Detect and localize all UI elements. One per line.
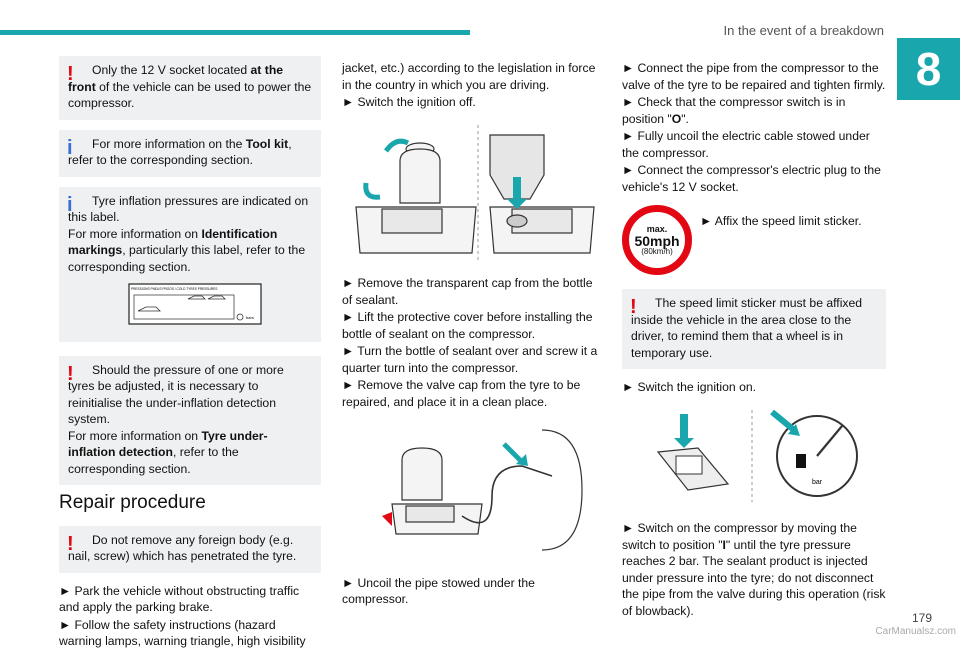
chapter-number: 8: [897, 38, 960, 100]
info-icon: i: [67, 193, 73, 216]
illustration-switch-gauge: [622, 406, 886, 511]
warning-note-reinitialise: ! Should the pressure of one or more tyres be adjusted, it is necessary to reinitialise the under-inflation detection system. For more information on Tyre under-inflation detection, refer to the corresponding section.: [59, 356, 321, 486]
warning-icon: !: [67, 532, 74, 555]
label-unit: bars: [246, 315, 254, 320]
step-ignition-off: ► Switch the ignition off.: [342, 95, 476, 109]
label-title: PRESSIONS PNEUS PROOS / COLD TYRES PRESSURES: [131, 287, 218, 291]
step-affix-sticker: ► Affix the speed limit sticker.: [700, 214, 862, 228]
watermark: CarManualsz.com: [875, 626, 956, 637]
section-title: In the event of a breakdown: [723, 23, 884, 38]
speed-limit-sticker: max. 50mph (80km/h): [622, 205, 692, 275]
step-turn-bottle: ► Turn the bottle of sealant over and screw it a quarter turn into the compressor.: [342, 344, 598, 375]
step-lift-cover: ► Lift the protective cover before installing the bottle of sealant on the compressor.: [342, 310, 593, 341]
step-check-switch: ► Check that the compressor switch is in position "O".: [622, 95, 846, 126]
warning-icon: !: [630, 296, 637, 318]
warning-note-foreign-body: ! Do not remove any foreign body (e.g. nail, screw) which has penetrated the tyre.: [59, 526, 321, 573]
tyre-pressure-label-image: [128, 283, 312, 330]
info-note-toolkit: i For more information on the Tool kit, refer to the corresponding section.: [59, 130, 321, 177]
column-1: [59, 56, 321, 651]
step-ignition-on: ► Switch the ignition on.: [622, 380, 757, 394]
step-uncoil-cable: ► Fully uncoil the electric cable stowed under the compressor.: [622, 129, 870, 160]
step-connect-plug: ► Connect the compressor's electric plug to the vehicle's 12 V socket.: [622, 163, 881, 194]
step-safety-cont: jacket, etc.) according to the legislation in force in the country in which you are driving.: [342, 61, 596, 92]
gauge-unit-label: bar: [811, 478, 823, 486]
warning-icon: !: [67, 362, 74, 385]
step-park: ► Park the vehicle without obstructing traffic and apply the parking brake.: [59, 583, 300, 614]
warning-icon: !: [67, 63, 74, 85]
page-number: 179: [911, 611, 932, 625]
warning-note-socket: ! Only the 12 V socket located at the front of the vehicle can be used to power the compressor.: [59, 56, 321, 120]
heading-repair-procedure: Repair procedure: [59, 492, 206, 513]
step-switch-on-compressor: ► Switch on the compressor by moving the switch to position "I" until the tyre pressure reaches 2 bar. The sealant product is injected under pressure into the tyre; do not disconnect the pipe from the valve during this operation (risk of blowback).: [622, 521, 886, 618]
info-icon: i: [67, 136, 73, 159]
step-uncoil-pipe: ► Uncoil the pipe stowed under the compressor.: [342, 575, 535, 606]
illustration-uncoil-pipe: [342, 420, 604, 565]
step-safety: ► Follow the safety instructions (hazard warning lamps, warning triangle, high visibility: [59, 617, 306, 648]
column-2: [342, 60, 604, 609]
speed-sticker-row: [622, 205, 886, 275]
illustration-bottle-install: [342, 121, 604, 266]
step-remove-cap: ► Remove the transparent cap from the bottle of sealant.: [342, 276, 593, 307]
info-note-pressures: i Tyre inflation pressures are indicated on this label. For more information on Identification markings, particularly this label, refer to the corresponding section. PRESSIONS PNEUS PROOS / COLD TYRES PRESSURES bars: [59, 187, 321, 342]
warning-note-sticker: ! The speed limit sticker must be affixed inside the vehicle in the area close to the driver, to remind them that a wheel is in temporary use.: [622, 289, 886, 369]
column-3: [622, 60, 886, 620]
step-connect-pipe: ► Connect the pipe from the compressor to the valve of the tyre to be repaired and tighten firmly.: [622, 61, 886, 92]
header-accent-bar: [0, 30, 470, 35]
step-remove-valve-cap: ► Remove the valve cap from the tyre to be repaired, and place it in a clean place.: [342, 378, 581, 409]
